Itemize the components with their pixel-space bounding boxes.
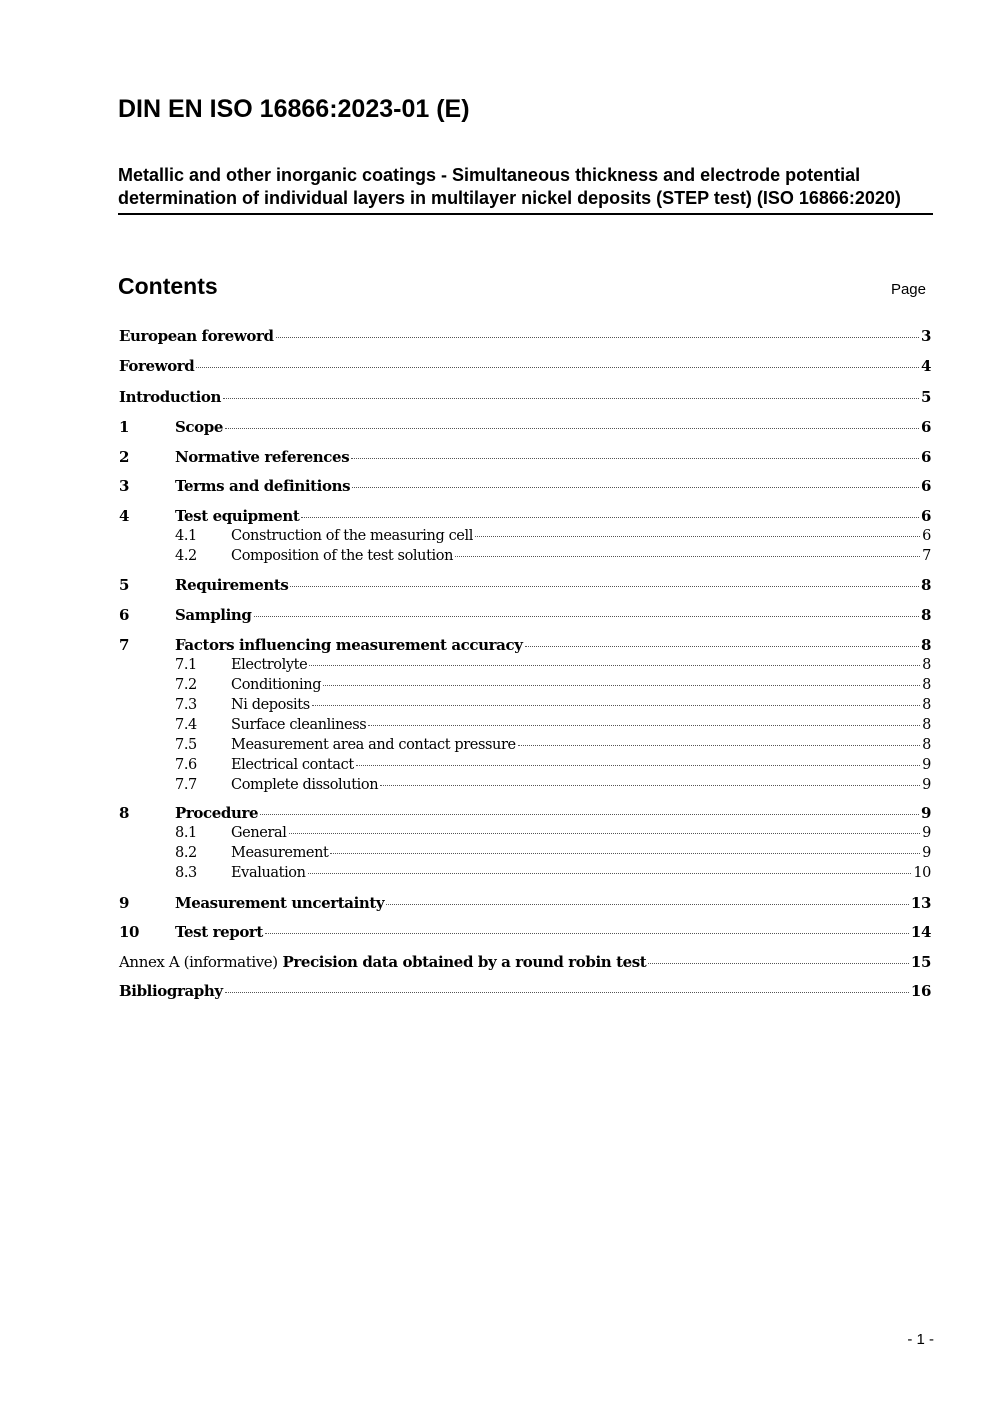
toc-entry[interactable]: [119, 605, 931, 625]
toc-entry-page: 9: [922, 845, 931, 862]
toc-subentry[interactable]: [119, 695, 931, 715]
toc-subentry[interactable]: [119, 843, 931, 863]
toc-entry-page: 13: [910, 894, 931, 913]
toc-entry[interactable]: [119, 476, 931, 496]
toc-entry-page: 6: [920, 477, 931, 496]
dot-leader: [351, 457, 919, 459]
toc-entry-label: Foreword: [119, 357, 195, 376]
dot-leader: [330, 852, 920, 854]
dot-leader: [265, 932, 909, 934]
toc-entry-page: 4: [920, 357, 931, 376]
toc-entry-label: Conditioning: [231, 676, 322, 693]
toc-entry[interactable]: [119, 447, 931, 467]
dot-leader: [455, 555, 920, 557]
dot-leader: [308, 872, 912, 874]
toc-entry-number: 9: [119, 894, 130, 913]
toc-entry-page: 9: [922, 756, 931, 773]
toc-entry-label: Measurement: [231, 845, 329, 862]
page-column-label: Page: [890, 281, 926, 298]
dot-leader: [225, 427, 919, 429]
toc-entry-number: 7: [119, 635, 130, 654]
dot-leader: [386, 903, 909, 905]
toc-entry-label: Electrical contact: [231, 756, 354, 773]
toc-entry-page: 9: [920, 804, 931, 823]
toc-entry-page: 6: [922, 528, 931, 545]
toc-entry-number: 7.3: [175, 696, 197, 713]
toc-entry-label: Composition of the test solution: [231, 548, 454, 565]
toc-entry-page: 8: [922, 676, 931, 693]
document-title: Metallic and other inorganic coatings - Simultaneous thickness and electrode potential determination of individual layers in multilayer nickel deposits (STEP test) (ISO 16866:2020): [118, 164, 933, 215]
toc-entry-number: 5: [119, 576, 130, 595]
dot-leader: [254, 615, 919, 617]
toc-entry-label: Measurement uncertainty: [175, 894, 385, 913]
dot-leader: [356, 764, 920, 766]
toc-entry-page: 8: [922, 736, 931, 753]
dot-leader: [260, 813, 919, 815]
toc-entry-number: 3: [119, 477, 130, 496]
table-of-contents: [119, 326, 931, 1001]
annex-title: Precision data obtained by a round robin test: [282, 952, 647, 971]
toc-subentry[interactable]: [119, 775, 931, 795]
toc-entry-page: 8: [922, 656, 931, 673]
toc-entry-number: 8.1: [175, 825, 197, 842]
dot-leader: [289, 832, 921, 834]
dot-leader: [648, 962, 909, 964]
toc-subentry[interactable]: [119, 735, 931, 755]
toc-entry-number: 6: [119, 605, 130, 624]
toc-entry-number: 7.7: [175, 776, 197, 793]
toc-entry-page: 9: [922, 776, 931, 793]
toc-entry[interactable]: [119, 635, 931, 655]
toc-entry-page: 6: [920, 447, 931, 466]
toc-entry-number: 8: [119, 804, 130, 823]
toc-entry-label: Scope: [175, 417, 224, 436]
dot-leader: [368, 724, 920, 726]
toc-entry-label: Evaluation: [231, 865, 306, 882]
toc-entry-page: 15: [910, 952, 931, 971]
toc-entry-number: 7.4: [175, 716, 197, 733]
toc-entry-number: 7.2: [175, 676, 197, 693]
toc-entry-label: Terms and definitions: [175, 477, 351, 496]
toc-entry-label: Normative references: [175, 447, 350, 466]
toc-subentry[interactable]: [119, 655, 931, 675]
toc-entry-label: [119, 952, 646, 972]
toc-subentry[interactable]: [119, 755, 931, 775]
toc-entry-number: 2: [119, 447, 130, 466]
toc-entry-label: Introduction: [119, 387, 222, 406]
toc-entry-number: 10: [119, 923, 140, 942]
toc-entry-label: European foreword: [119, 327, 274, 345]
toc-entry-page: 8: [922, 716, 931, 733]
contents-heading: Contents: [118, 273, 218, 299]
toc-entry-page: 5: [920, 387, 931, 406]
toc-entry-label: Surface cleanliness: [231, 716, 367, 733]
toc-entry-number: 4.1: [175, 528, 197, 545]
toc-entry-number: 4.2: [175, 548, 197, 565]
toc-entry-label: Test equipment: [175, 507, 300, 526]
toc-entry-number: 1: [119, 417, 130, 436]
toc-entry-page: 6: [920, 417, 931, 436]
toc-entry[interactable]: [119, 952, 931, 972]
dot-leader: [301, 516, 919, 518]
toc-entry[interactable]: [119, 893, 931, 913]
dot-leader: [380, 784, 920, 786]
toc-entry[interactable]: [119, 575, 931, 595]
toc-entry-label: Electrolyte: [231, 656, 308, 673]
toc-entry-label: Test report: [175, 923, 263, 942]
toc-entry-number: 7.1: [175, 656, 197, 673]
toc-entry-label: Factors influencing measurement accuracy: [175, 635, 523, 654]
toc-subentry[interactable]: [119, 546, 931, 566]
toc-entry-number: 4: [119, 507, 130, 526]
dot-leader: [309, 664, 920, 666]
dot-leader: [276, 336, 919, 338]
toc-entry[interactable]: [119, 356, 931, 376]
toc-entry[interactable]: [119, 506, 931, 526]
toc-entry-number: 8.2: [175, 845, 197, 862]
toc-subentry[interactable]: [119, 526, 931, 546]
toc-entry-page: 3: [920, 327, 931, 345]
dot-leader: [290, 585, 919, 587]
toc-entry-label: General: [231, 825, 287, 842]
toc-entry[interactable]: [119, 387, 931, 407]
toc-entry-label: Procedure: [175, 804, 259, 823]
toc-entry-page: 7: [922, 548, 931, 565]
annex-prefix: Annex A (informative): [119, 952, 278, 971]
toc-entry-label: Sampling: [175, 605, 252, 624]
toc-subentry[interactable]: [119, 863, 931, 883]
toc-entry-page: 6: [920, 507, 931, 526]
toc-entry-page: 8: [922, 696, 931, 713]
toc-subentry[interactable]: [119, 675, 931, 695]
toc-entry[interactable]: [119, 922, 931, 942]
toc-entry-page: 10: [913, 865, 931, 882]
dot-leader: [196, 366, 919, 368]
dot-leader: [323, 684, 920, 686]
toc-subentry[interactable]: [119, 715, 931, 735]
toc-entry-label: Requirements: [175, 576, 289, 595]
toc-entry[interactable]: [119, 981, 931, 1001]
dot-leader: [223, 397, 919, 399]
toc-entry-page: 9: [922, 825, 931, 842]
dot-leader: [352, 486, 919, 488]
dot-leader: [518, 744, 920, 746]
toc-entry[interactable]: [119, 803, 931, 823]
toc-entry-page: 14: [910, 923, 931, 942]
toc-entry-label: Bibliography: [119, 981, 223, 1000]
document-id: DIN EN ISO 16866:2023-01 (E): [118, 95, 470, 123]
toc-entry-page: 8: [920, 635, 931, 654]
dot-leader: [225, 991, 909, 993]
dot-leader: [312, 704, 920, 706]
toc-entry-number: 8.3: [175, 865, 197, 882]
toc-entry-label: Construction of the measuring cell: [231, 528, 473, 545]
toc-entry[interactable]: [119, 326, 931, 346]
toc-entry-label: Ni deposits: [231, 696, 310, 713]
toc-subentry[interactable]: [119, 823, 931, 843]
toc-entry-label: Measurement area and contact pressure: [231, 736, 516, 753]
dot-leader: [475, 535, 920, 537]
footer-page-number: - 1 -: [907, 1331, 934, 1348]
toc-entry-number: 7.5: [175, 736, 197, 753]
toc-entry-page: 16: [910, 981, 931, 1000]
dot-leader: [525, 645, 919, 647]
toc-entry-page: 8: [920, 605, 931, 624]
toc-entry-page: 8: [920, 576, 931, 595]
toc-entry-label: Complete dissolution: [231, 776, 379, 793]
toc-entry[interactable]: [119, 417, 931, 437]
toc-entry-number: 7.6: [175, 756, 197, 773]
